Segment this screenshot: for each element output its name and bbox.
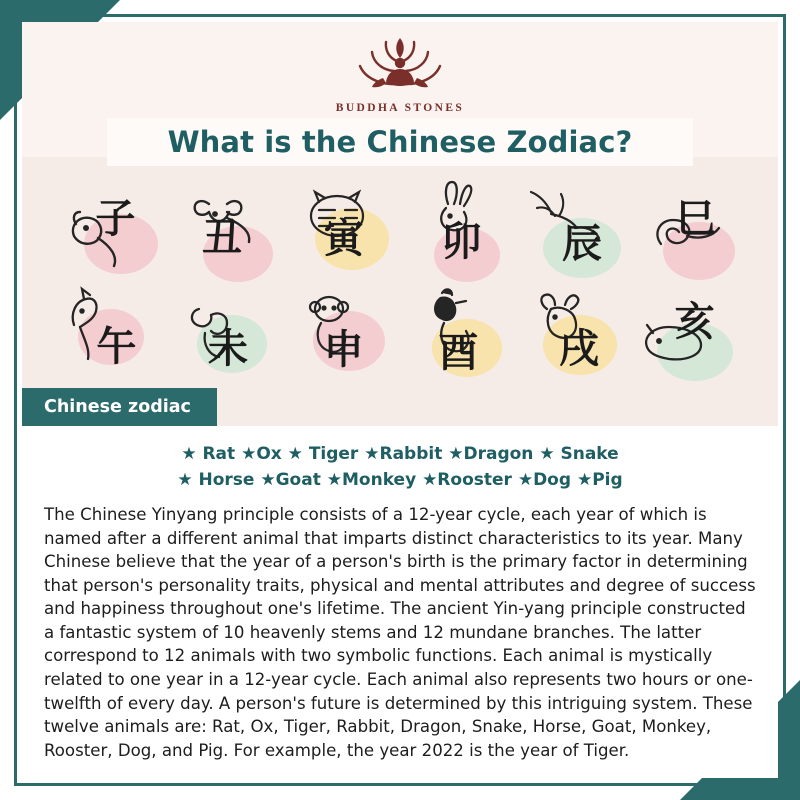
zodiac-cell-rooster[interactable] <box>400 279 517 384</box>
zodiac-glyph-dragon: 辰 <box>561 220 602 267</box>
brand-name: BUDDHA STONES <box>335 102 465 114</box>
zodiac-cell-ox[interactable] <box>167 174 284 279</box>
content-area <box>22 22 778 778</box>
zodiac-glyph-monkey: 申 <box>323 326 364 373</box>
zodiac-grid <box>50 174 750 384</box>
zodiac-cell-rabbit[interactable] <box>400 174 517 279</box>
page-title: What is the Chinese Zodiac? <box>167 125 633 159</box>
zodiac-cell-dragon[interactable] <box>517 174 634 279</box>
zodiac-cell-goat[interactable] <box>167 279 284 384</box>
zodiac-glyph-dog: 戌 <box>558 325 599 372</box>
zodiac-glyph-goat: 未 <box>207 325 248 372</box>
brand-logo <box>22 30 778 114</box>
zodiac-cell-monkey[interactable] <box>283 279 400 384</box>
zodiac-cell-horse[interactable] <box>50 279 167 384</box>
zodiac-cell-tiger[interactable] <box>283 174 400 279</box>
bottom-area <box>22 426 778 778</box>
lotus-meditation-icon <box>345 30 455 100</box>
animal-list-line-2: ★ Horse ★Goat ★Monkey ★Rooster ★Dog ★Pig <box>177 469 623 490</box>
title-band <box>107 118 693 166</box>
zodiac-glyph-rabbit: 卯 <box>441 218 482 265</box>
zodiac-cell-dog[interactable] <box>517 279 634 384</box>
zodiac-glyph-pig: 亥 <box>674 298 715 345</box>
zodiac-cell-rat[interactable] <box>50 174 167 279</box>
zodiac-glyph-horse: 午 <box>96 323 137 370</box>
zodiac-glyph-rooster: 酉 <box>438 329 479 376</box>
chinese-zodiac-tab[interactable] <box>22 388 217 426</box>
chinese-zodiac-tab-label: Chinese zodiac <box>44 397 191 417</box>
zodiac-glyph-ox: 丑 <box>201 214 242 261</box>
zodiac-cell-snake[interactable] <box>633 174 750 279</box>
zodiac-glyph-rat: 子 <box>95 195 136 242</box>
description-paragraph: The Chinese Yinyang principle consists of a 12-year cycle, each year of which is named after a different animal that imparts distinct characteristics to its year. Many Chinese believe that the year of a person's birth is the primary factor in determining that person's personality traits, physical and mental attributes and degree of success and happiness throughout one's lifetime. The ancient Yin-yang principle constructed a fantastic system of 10 heavenly stems and 12 mundane branches. The latter correspond to 12 animals with two symbolic functions. Each animal is mystically related to one year in a 12-year cycle. Each animal also represents two hours or one-twelfth of every day. A person's future is determined by this intriguing system. These twelve animals are: Rat, Ox, Tiger, Rabbit, Dragon, Snake, Horse, Goat, Monkey, Rooster, Dog, and Pig. For example, the year 2022 is the year of Tiger. <box>44 505 756 760</box>
animal-list-line-1: ★ Rat ★Ox ★ Tiger ★Rabbit ★Dragon ★ Snake <box>181 444 619 464</box>
zodiac-glyph-tiger: 寅 <box>323 215 364 262</box>
animal-name-list <box>22 426 778 493</box>
zodiac-glyph-snake: 巳 <box>675 195 716 242</box>
zodiac-cell-pig[interactable] <box>633 279 750 384</box>
